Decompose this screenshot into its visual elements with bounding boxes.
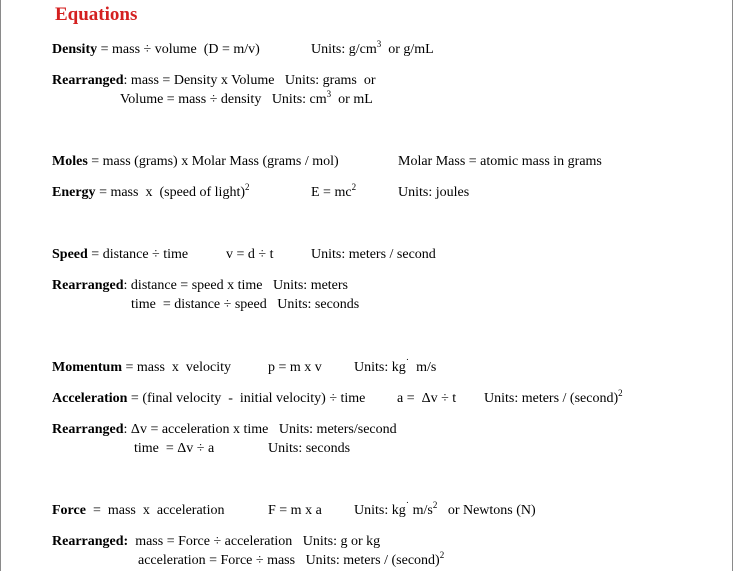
rearranged-text: acceleration = Force ÷ mass Units: meters / (second) xyxy=(138,553,440,568)
momentum-definition xyxy=(52,359,231,376)
force-units xyxy=(354,502,536,520)
units-text: m/s xyxy=(409,360,437,375)
speed-rearranged-line2: time = distance ÷ speed Units: seconds xyxy=(131,297,360,312)
exponent: 2 xyxy=(432,500,438,510)
density-definition xyxy=(52,41,260,58)
force-label: Force xyxy=(52,503,86,518)
energy-label: Energy xyxy=(52,185,96,200)
rearranged-text: Volume = mass ÷ density Units: cm xyxy=(120,92,327,107)
acceleration-formula: = (final velocity - initial velocity) ÷ time xyxy=(127,391,366,406)
acceleration-equation: a = Δv ÷ t xyxy=(397,391,457,406)
exponent: 2 xyxy=(439,550,445,560)
density-formula: = mass ÷ volume (D = m/v) xyxy=(97,42,260,57)
force-rearranged-line2 xyxy=(138,552,444,569)
moles-definition xyxy=(52,153,339,170)
speed-equation: v = d ÷ t xyxy=(226,247,274,262)
energy-definition xyxy=(52,184,250,201)
rearranged-label: Rearranged xyxy=(52,278,124,293)
molar-mass-note: Molar Mass = atomic mass in grams xyxy=(398,154,602,169)
speed-rearranged-line1 xyxy=(52,277,348,294)
acceleration-units xyxy=(484,390,623,407)
momentum-units xyxy=(354,359,436,377)
density-rearranged-line1 xyxy=(52,72,376,89)
rearranged-label: Rearranged: xyxy=(52,534,129,549)
energy-formula: = mass x (speed of light) xyxy=(95,185,245,200)
density-units xyxy=(311,41,434,58)
moles-formula: = mass (grams) x Molar Mass (grams / mol) xyxy=(87,154,339,169)
exponent: 2 xyxy=(618,388,623,398)
momentum-label: Momentum xyxy=(52,360,122,375)
energy-units: Units: joules xyxy=(398,185,470,200)
energy-eq-text: E = mc xyxy=(311,185,352,200)
rearranged-text: : Δv = acceleration x time Units: meters/second xyxy=(123,422,397,437)
exponent: 2 xyxy=(351,182,357,192)
rearranged-text: : mass = Density x Volume Units: grams or xyxy=(123,73,376,88)
acceleration-definition xyxy=(52,390,365,407)
exponent: 2 xyxy=(245,182,250,192)
acceleration-rearranged-line2-units: Units: seconds xyxy=(268,441,351,456)
acceleration-label: Acceleration xyxy=(52,391,128,406)
rearranged-text: : distance = speed x time Units: meters xyxy=(123,278,349,293)
speed-units: Units: meters / second xyxy=(311,247,436,262)
density-units-exponent: 3 xyxy=(376,39,382,49)
acceleration-rearranged-line2-eq: time = Δv ÷ a xyxy=(134,441,215,456)
acceleration-rearranged-line1 xyxy=(52,421,397,438)
force-rearranged-line1 xyxy=(52,533,380,550)
force-definition xyxy=(52,502,224,519)
force-equation: F = m x a xyxy=(268,503,322,518)
multiply-dot: ˙ xyxy=(405,501,410,512)
units-text: or Newtons (N) xyxy=(437,503,536,518)
speed-formula: = distance ÷ time xyxy=(87,247,189,262)
moles-label: Moles xyxy=(52,154,88,169)
rearranged-label: Rearranged xyxy=(52,73,124,88)
multiply-dot: ˙ xyxy=(405,358,410,369)
rearranged-text: or mL xyxy=(331,92,373,107)
force-formula: = mass x acceleration xyxy=(85,503,225,518)
units-text: Units: kg xyxy=(354,360,406,375)
units-text: Units: kg xyxy=(354,503,406,518)
density-units-alt: or g/mL xyxy=(381,42,434,57)
units-text: Units: meters / (second) xyxy=(484,391,619,406)
density-units-text: Units: g/cm xyxy=(311,42,377,57)
exponent: 3 xyxy=(326,89,332,99)
energy-equation xyxy=(311,184,356,201)
speed-label: Speed xyxy=(52,247,88,262)
density-rearranged-line2 xyxy=(120,91,373,108)
units-text: m/s xyxy=(409,503,433,518)
rearranged-text: mass = Force ÷ acceleration Units: g or kg xyxy=(128,534,381,549)
density-label: Density xyxy=(52,42,98,57)
page-title: Equations xyxy=(55,4,138,25)
momentum-formula: = mass x velocity xyxy=(122,360,231,375)
speed-definition xyxy=(52,246,188,263)
momentum-equation: p = m x v xyxy=(268,360,322,375)
rearranged-label: Rearranged xyxy=(52,422,124,437)
